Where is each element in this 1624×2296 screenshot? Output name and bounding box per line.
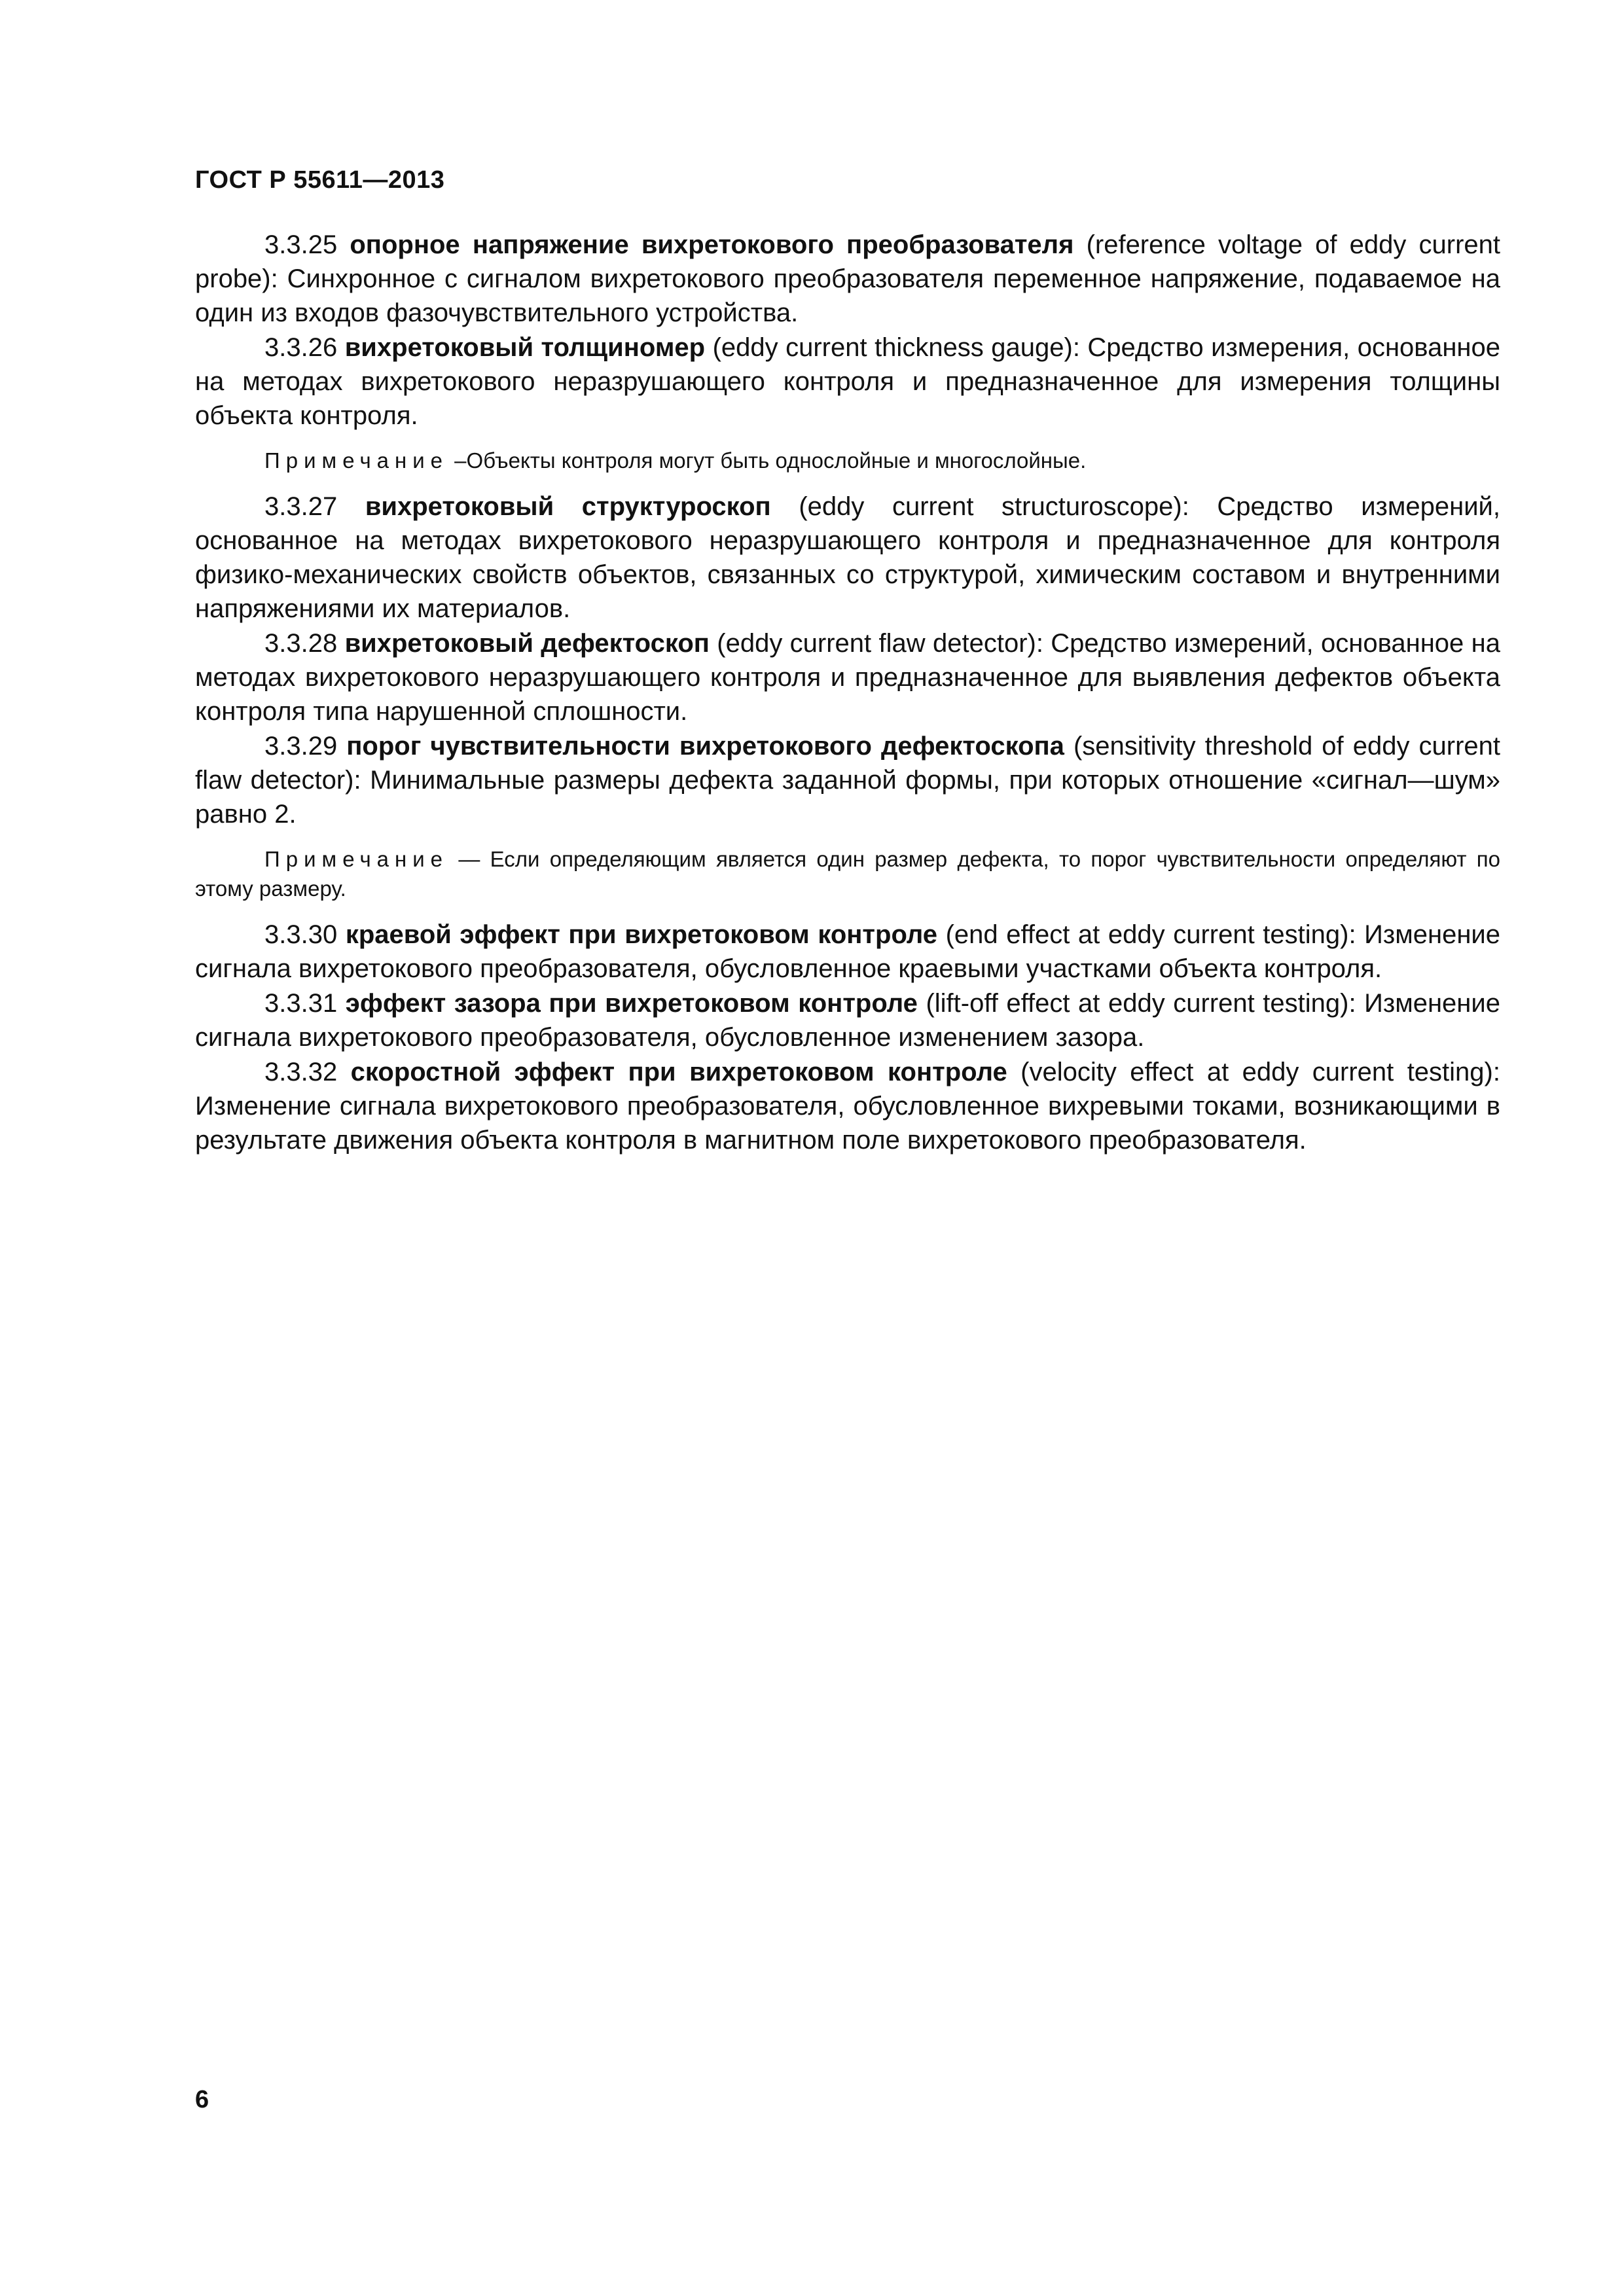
term-number: 3.3.29 bbox=[264, 732, 338, 761]
term-number: 3.3.25 bbox=[264, 230, 338, 259]
note-1 bbox=[195, 446, 1500, 475]
term-name: эффект зазора при вихретоковом контроле bbox=[345, 989, 918, 1018]
term-3-3-28 bbox=[195, 626, 1500, 728]
term-definition: (eddy current thickness gauge): Средство измерения, основанное на методах вихретокового неразрушающего контроля и предназначенное для измерения толщины объекта контроля. bbox=[195, 333, 1500, 430]
note-label: Примечание bbox=[264, 847, 449, 871]
term-name: вихретоковый структуроскоп bbox=[365, 492, 771, 521]
term-number: 3.3.30 bbox=[264, 920, 338, 949]
term-name: порог чувствительности вихретокового дефектоскопа bbox=[346, 732, 1064, 761]
term-name: вихретоковый дефектоскоп bbox=[344, 629, 710, 658]
term-definition: (velocity effect at eddy current testing): Изменение сигнала вихретокового преобразователя, обусловленное вихревыми токами, возникающими в результате движения объекта контроля в магнитном поле вихретокового преобразователя. bbox=[195, 1058, 1500, 1155]
term-number: 3.3.26 bbox=[264, 333, 338, 362]
term-3-3-32 bbox=[195, 1055, 1500, 1157]
note-label: Примечание bbox=[264, 448, 449, 473]
term-number: 3.3.32 bbox=[264, 1058, 338, 1086]
document-header: ГОСТ Р 55611—2013 bbox=[195, 166, 445, 194]
note-text: –Объекты контроля могут быть однослойные и многослойные. bbox=[448, 448, 1087, 473]
term-3-3-25 bbox=[195, 228, 1500, 330]
page-number: 6 bbox=[195, 2086, 209, 2113]
term-definition: (eddy current structuroscope): Средство измерений, основанное на методах вихретокового неразрушающего контроля и предназначенное для контроля физико-механических свойств объектов, связанных со структурой, химическим составом и внутренними напряжениями их материалов. bbox=[195, 492, 1501, 623]
term-definition: (reference voltage of eddy current probe): Синхронное с сигналом вихретокового преобразователя переменное напряжение, подаваемое на один из входов фазочувствительного устройства. bbox=[195, 230, 1501, 327]
document-body bbox=[195, 228, 1500, 1158]
note-text: — Если определяющим является один размер дефекта, то порог чувствительности определяют по этому размеру. bbox=[195, 847, 1500, 901]
term-name: скоростной эффект при вихретоковом контроле bbox=[350, 1058, 1007, 1086]
term-3-3-26 bbox=[195, 331, 1500, 433]
term-definition: (lift-off effect at eddy current testing): Изменение сигнала вихретокового преобразователя, обусловленное изменением зазора. bbox=[195, 989, 1500, 1052]
term-3-3-30 bbox=[195, 918, 1500, 986]
note-2 bbox=[195, 844, 1500, 903]
term-number: 3.3.27 bbox=[264, 492, 338, 521]
term-3-3-31 bbox=[195, 986, 1500, 1054]
term-name: опорное напряжение вихретокового преобразователя bbox=[350, 230, 1074, 259]
term-definition: (end effect at eddy current testing): Изменение сигнала вихретокового преобразователя, обусловленное краевыми участками объекта контроля. bbox=[195, 920, 1500, 983]
term-number: 3.3.31 bbox=[264, 989, 338, 1018]
term-3-3-29 bbox=[195, 729, 1500, 831]
term-name: вихретоковый толщиномер bbox=[344, 333, 706, 362]
term-definition: (eddy current flaw detector): Средство измерений, основанное на методах вихретокового неразрушающего контроля и предназначенное для выявления дефектов объекта контроля типа нарушенной сплошности. bbox=[195, 629, 1500, 726]
term-number: 3.3.28 bbox=[264, 629, 338, 658]
term-name: краевой эффект при вихретоковом контроле bbox=[345, 920, 938, 949]
term-definition: (sensitivity threshold of eddy current flaw detector): Минимальные размеры дефекта заданной формы, при которых отношение «сигнал—шум» равно 2. bbox=[195, 732, 1500, 829]
term-3-3-27 bbox=[195, 490, 1500, 626]
